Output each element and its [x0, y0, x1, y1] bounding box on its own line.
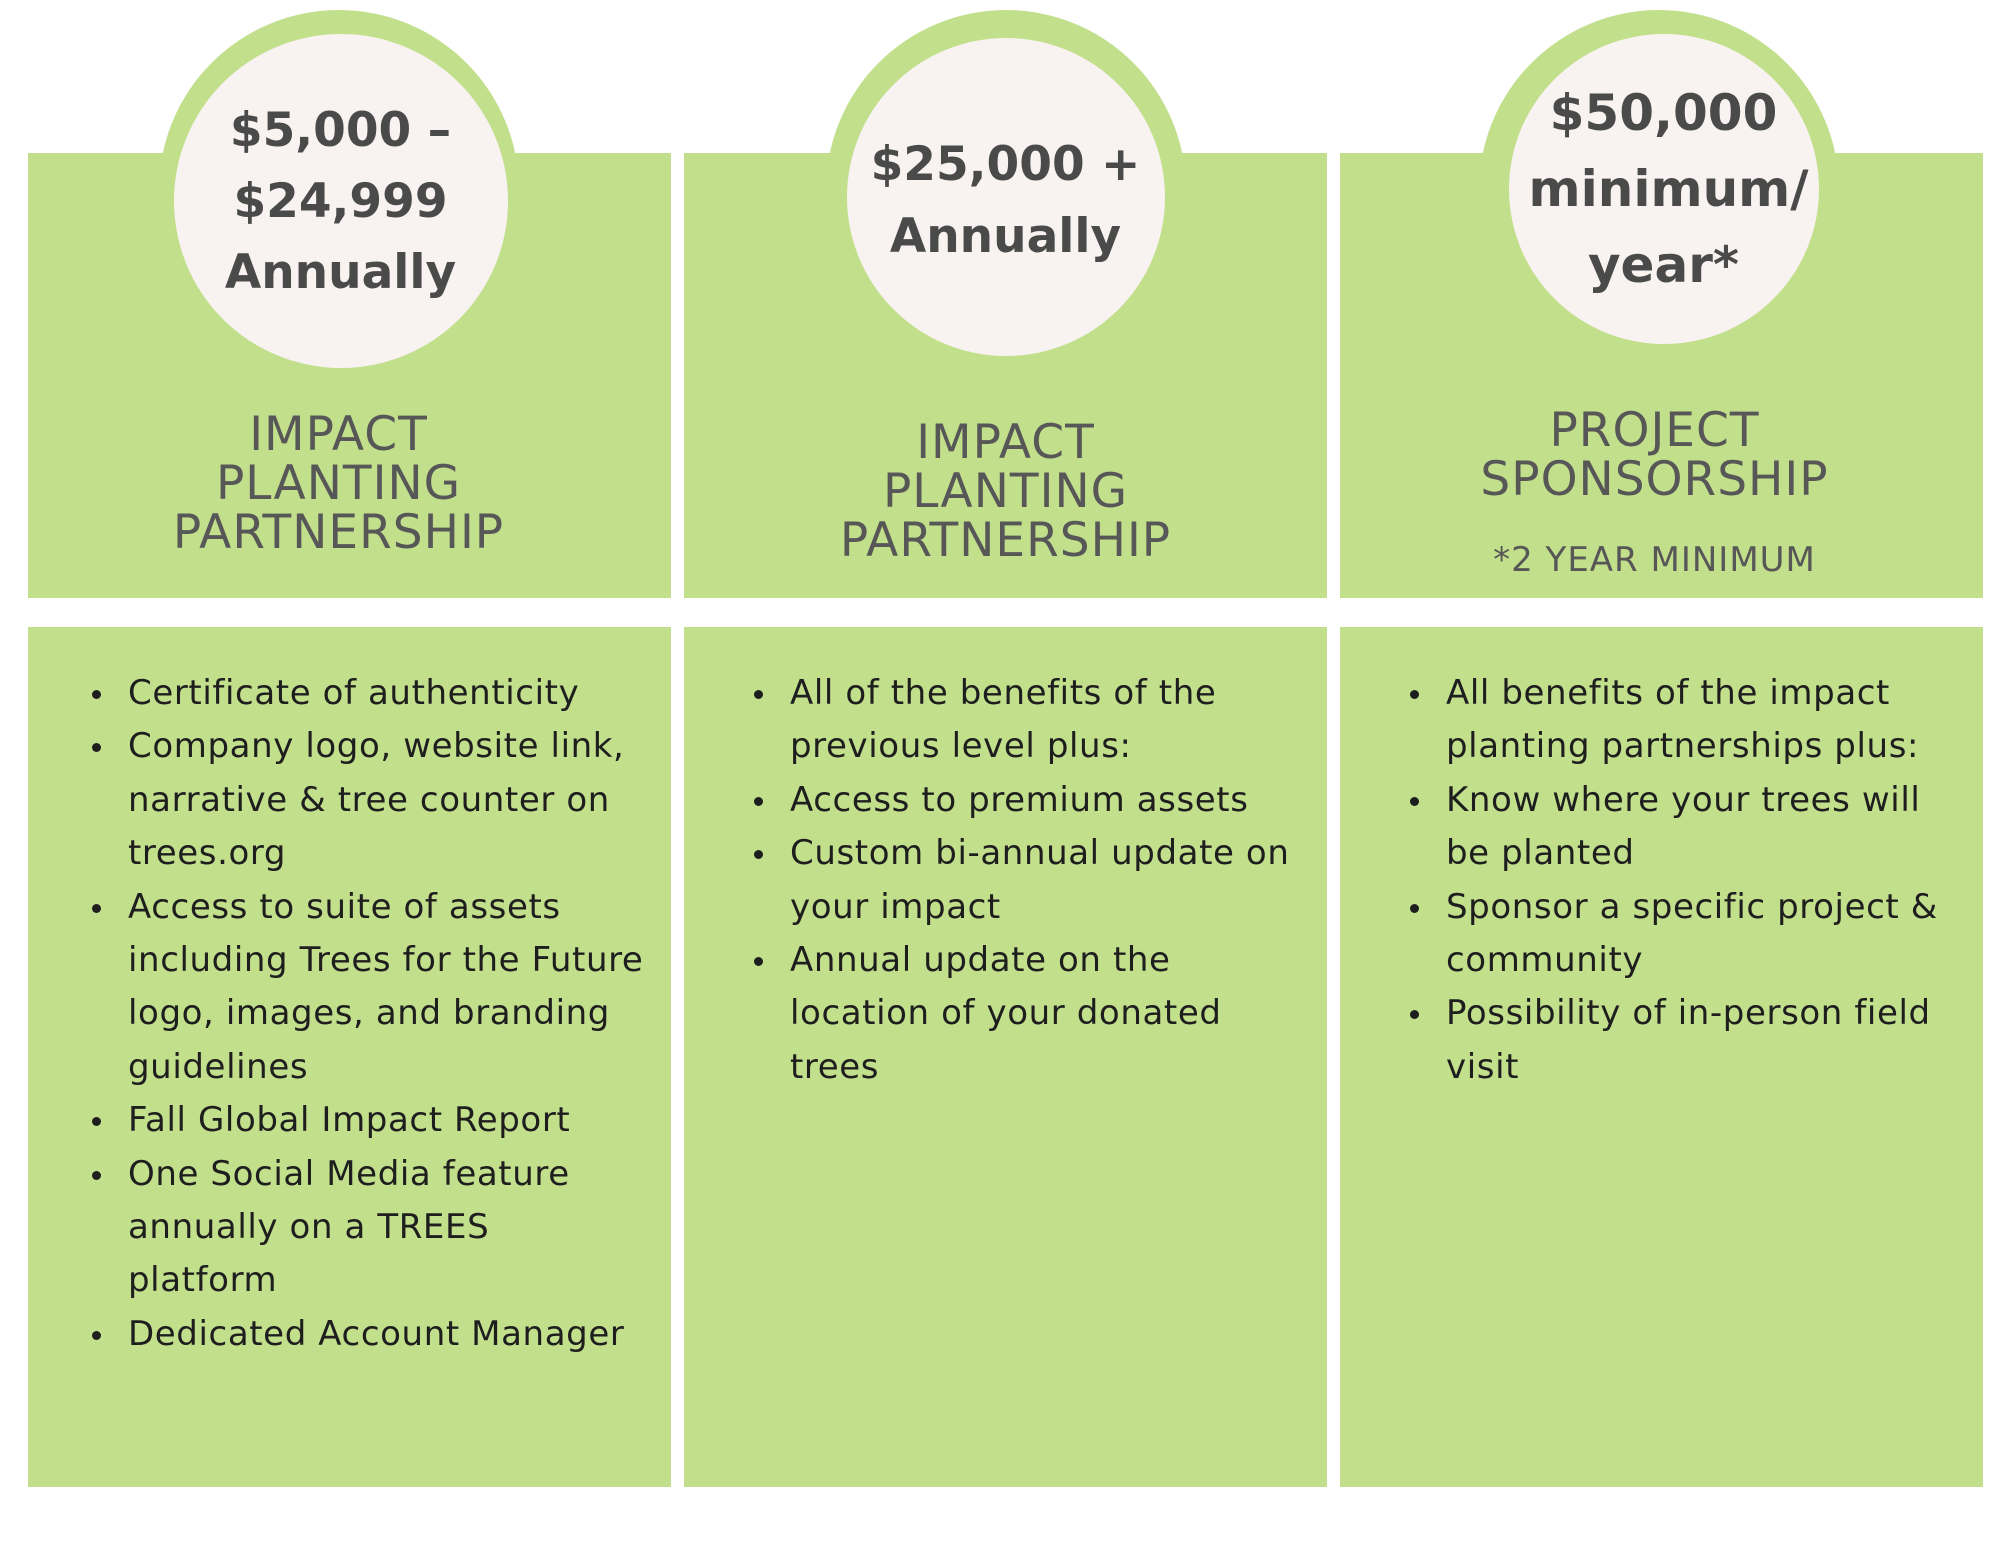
- tier-benefits-panel: [28, 627, 671, 1487]
- benefit-item: One Social Media feature annually on a TREES platform: [128, 1148, 648, 1308]
- tier-benefits-panel: [684, 627, 1327, 1487]
- benefit-item: Custom bi-annual update on your impact: [790, 827, 1310, 934]
- price-text: [201, 95, 481, 308]
- price-line: year*: [1587, 236, 1740, 294]
- tier-title-line: PLANTING: [882, 464, 1129, 519]
- tier-title: [1333, 403, 1976, 507]
- benefit-item: Possibility of in-person field visit: [1446, 987, 1966, 1094]
- price-text: [866, 129, 1146, 273]
- price-line: Annually: [889, 209, 1122, 264]
- price-line: minimum/: [1528, 160, 1809, 218]
- tier-title-line: IMPACT: [249, 407, 428, 462]
- tier-title-line: PARTNERSHIP: [839, 513, 1172, 568]
- price-badge: [847, 38, 1165, 356]
- benefit-item: Know where your trees will be planted: [1446, 774, 1966, 881]
- benefit-item: Company logo, website link, narrative & tree counter on trees.org: [128, 720, 648, 880]
- price-line: $25,000 +: [870, 137, 1141, 192]
- price-line: $50,000: [1549, 84, 1778, 142]
- tier-benefits-panel: [1340, 627, 1983, 1487]
- benefit-item: All benefits of the impact planting partnerships plus:: [1446, 667, 1966, 774]
- tier-title-line: PROJECT: [1549, 403, 1760, 458]
- tier-title-line: PARTNERSHIP: [172, 505, 505, 560]
- tier-title-line: SPONSORSHIP: [1480, 452, 1829, 507]
- benefit-item: Annual update on the location of your donated trees: [790, 934, 1310, 1094]
- tier-note: *2 YEAR MINIMUM: [1493, 540, 1816, 580]
- benefit-item: Access to premium assets: [790, 774, 1310, 827]
- tier-title-line: IMPACT: [916, 415, 1095, 470]
- price-line: $24,999: [233, 173, 448, 229]
- tier-title-line: PLANTING: [215, 456, 462, 511]
- benefit-item: Sponsor a specific project & community: [1446, 881, 1966, 988]
- tier-title: [17, 407, 660, 560]
- benefit-item: Certificate of authenticity: [128, 667, 648, 720]
- benefit-item: All of the benefits of the previous level plus:: [790, 667, 1310, 774]
- tier-title: [684, 415, 1327, 568]
- price-badge: [174, 34, 508, 368]
- benefit-item: Access to suite of assets including Trees for the Future logo, images, and branding guidelines: [128, 881, 648, 1095]
- benefit-item: Dedicated Account Manager: [128, 1308, 648, 1361]
- price-line: $5,000 –: [229, 102, 452, 158]
- price-line: Annually: [224, 244, 457, 300]
- benefits-list: [128, 667, 648, 1361]
- benefit-item: Fall Global Impact Report: [128, 1094, 648, 1147]
- price-badge: [1509, 34, 1819, 344]
- benefits-list: [790, 667, 1310, 1094]
- benefits-list: [1446, 667, 1966, 1094]
- price-text: [1528, 75, 1809, 303]
